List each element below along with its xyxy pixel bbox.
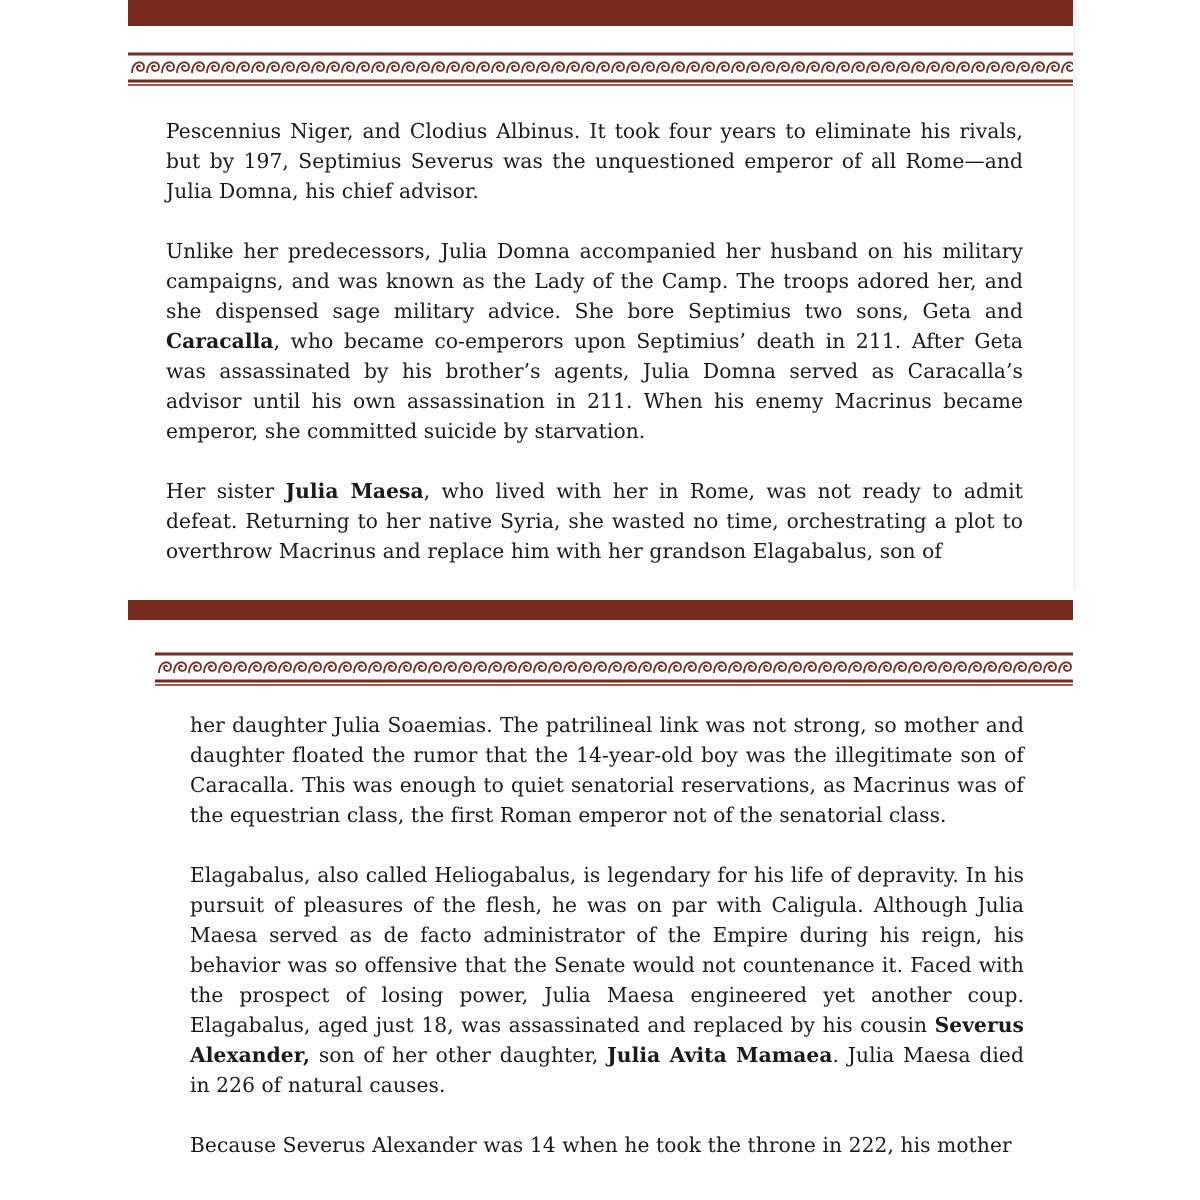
scroll-motif — [132, 62, 144, 73]
scroll-motif — [504, 662, 516, 673]
scroll-motif — [522, 62, 534, 73]
scroll-motif — [654, 662, 666, 673]
scroll-motif — [1059, 662, 1071, 673]
scroll-motif — [582, 62, 594, 73]
scroll-motif — [774, 662, 786, 673]
scroll-motif — [624, 662, 636, 673]
scroll-motif — [552, 62, 564, 73]
scroll-motif — [147, 62, 159, 73]
top-page — [128, 0, 1073, 595]
scroll-motif — [882, 62, 894, 73]
paragraph — [190, 1130, 1024, 1160]
scroll-motif — [477, 62, 489, 73]
scroll-motif — [462, 62, 474, 73]
scroll-motif — [639, 662, 651, 673]
scroll-motif — [324, 662, 336, 673]
greek-key-border — [155, 652, 1073, 686]
scroll-motif — [699, 662, 711, 673]
scroll-motif — [159, 662, 171, 673]
scroll-motif — [549, 662, 561, 673]
scroll-motif — [864, 662, 876, 673]
text-run: her daughter Julia Soaemias. The patrilineal link was not strong, so mother and daughter floated the rumor that the 14-year-old boy was the illegitimate son of Caracalla. This was enough to quiet senatorial reservations, as Macrinus was of the equestrian class, the first Roman emperor not of the senatorial class. — [190, 713, 1024, 827]
text-run: Pescennius Niger, and Clodius Albinus. It took four years to eliminate his rivals, but by 197, Septimius Severus was the unquestioned emperor of all Rome—and Julia Domna, his chief advisor. — [166, 119, 1023, 203]
scroll-motif — [489, 662, 501, 673]
bold-name: Caracalla — [166, 329, 274, 353]
scroll-motif — [447, 62, 459, 73]
scroll-motif — [747, 62, 759, 73]
scroll-motif — [387, 62, 399, 73]
scroll-motif — [849, 662, 861, 673]
scroll-motif — [942, 62, 954, 73]
paragraph — [190, 860, 1024, 1100]
scroll-motif — [684, 662, 696, 673]
scroll-motif — [357, 62, 369, 73]
scroll-motif — [372, 62, 384, 73]
bold-name: Julia Avita Mamaea — [607, 1043, 833, 1067]
scroll-motif — [384, 662, 396, 673]
scroll-motif — [312, 62, 324, 73]
scroll-motif — [609, 662, 621, 673]
scroll-motif — [984, 662, 996, 673]
scroll-motif — [597, 62, 609, 73]
scroll-motif — [777, 62, 789, 73]
text-run: Elagabalus, also called Heliogabalus, is legendary for his life of depravity. In his pursuit of pleasures of the flesh, he was on par with Caligula. Although Julia Maesa served as de facto administrator of the Empire during his reign, his behavior was so offensive that the Senate would not countenance it. Faced with the prospect of losing power, Julia Maesa engineered yet another coup. Elagabalus, aged just 18, was assassinated and replaced by his cousin — [190, 863, 1024, 1037]
scroll-motif — [1029, 662, 1041, 673]
scroll-motif — [282, 62, 294, 73]
scroll-motif — [969, 662, 981, 673]
scroll-motif — [219, 662, 231, 673]
scroll-motif — [294, 662, 306, 673]
scroll-motif — [1002, 62, 1014, 73]
scroll-motif — [237, 62, 249, 73]
scroll-motif — [222, 62, 234, 73]
scroll-motif — [204, 662, 216, 673]
scroll-motif — [879, 662, 891, 673]
scroll-motif — [174, 662, 186, 673]
scroll-motif — [327, 62, 339, 73]
paragraph — [166, 236, 1023, 446]
scroll-motif — [1014, 662, 1026, 673]
scroll-motif — [999, 662, 1011, 673]
scroll-motif — [912, 62, 924, 73]
scroll-motif — [564, 662, 576, 673]
scroll-motif — [309, 662, 321, 673]
scroll-motif — [432, 62, 444, 73]
scroll-motif — [954, 662, 966, 673]
body-text — [166, 116, 1023, 566]
scroll-motif — [267, 62, 279, 73]
scroll-motif — [759, 662, 771, 673]
scroll-motif — [939, 662, 951, 673]
scroll-motif — [474, 662, 486, 673]
scroll-motif — [594, 662, 606, 673]
scroll-motif — [519, 662, 531, 673]
scroll-motif — [792, 62, 804, 73]
scroll-motif — [834, 662, 846, 673]
scroll-motif — [279, 662, 291, 673]
scroll-motif — [669, 662, 681, 673]
scroll-motif — [894, 662, 906, 673]
scroll-motif — [192, 62, 204, 73]
scroll-motif — [537, 62, 549, 73]
scroll-motif — [444, 662, 456, 673]
scroll-motif — [492, 62, 504, 73]
scroll-motif — [177, 62, 189, 73]
scroll-motif — [702, 62, 714, 73]
scroll-border-pattern — [155, 652, 1073, 686]
bold-name: Julia Maesa — [285, 479, 424, 503]
scroll-motif — [252, 62, 264, 73]
text-run: Her sister — [166, 479, 286, 503]
text-run: son of her other daughter, — [310, 1043, 608, 1067]
scroll-motif — [234, 662, 246, 673]
scroll-motif — [717, 62, 729, 73]
body-text — [190, 710, 1024, 1160]
scroll-motif — [567, 62, 579, 73]
scroll-motif — [657, 62, 669, 73]
bold-name: Severus Alexander, — [190, 1013, 1024, 1067]
text-run: , who became co-emperors upon Septimius’ death in 211. After Geta was assassinated by his brother’s agents, Julia Domna served as Caracalla’s advisor until his own assassination in 211. When his enemy Macrinus became emperor, she committed suicide by starvation. — [166, 329, 1023, 443]
scroll-motif — [837, 62, 849, 73]
paragraph — [166, 476, 1023, 566]
scroll-motif — [207, 62, 219, 73]
paragraph — [190, 710, 1024, 830]
scroll-motif — [249, 662, 261, 673]
scroll-motif — [1062, 62, 1073, 73]
scroll-motif — [924, 662, 936, 673]
scroll-motif — [354, 662, 366, 673]
scroll-motif — [507, 62, 519, 73]
text-run: Unlike her predecessors, Julia Domna accompanied her husband on his military campaigns, and was known as the Lady of the Camp. The troops adored her, and she dispensed sage military advice. She bore Septimius two sons, Geta and — [166, 239, 1023, 323]
scroll-motif — [339, 662, 351, 673]
scroll-motif — [459, 662, 471, 673]
bottom-page — [155, 600, 1073, 1200]
scroll-motif — [867, 62, 879, 73]
scroll-motif — [729, 662, 741, 673]
scroll-motif — [822, 62, 834, 73]
scroll-motif — [687, 62, 699, 73]
scroll-motif — [819, 662, 831, 673]
scroll-motif — [414, 662, 426, 673]
scroll-motif — [804, 662, 816, 673]
scroll-motif — [189, 662, 201, 673]
scroll-motif — [897, 62, 909, 73]
scroll-motif — [852, 62, 864, 73]
text-run: , who lived with her in Rome, was not ready to admit defeat. Returning to her native Syria, she wasted no time, orchestrating a plot to overthrow Macrinus and replace him with her grandson Elagabalus, son of — [166, 479, 1024, 563]
scroll-motif — [642, 62, 654, 73]
scroll-motif — [369, 662, 381, 673]
scroll-motif — [789, 662, 801, 673]
paragraph — [166, 116, 1023, 206]
scroll-motif — [627, 62, 639, 73]
scroll-motif — [297, 62, 309, 73]
scroll-motif — [402, 62, 414, 73]
scroll-motif — [612, 62, 624, 73]
scroll-motif — [1032, 62, 1044, 73]
scroll-motif — [264, 662, 276, 673]
scroll-motif — [417, 62, 429, 73]
top-band — [128, 0, 1073, 26]
text-run: . Julia Maesa died in 226 of natural causes. — [190, 1043, 1024, 1097]
scroll-motif — [399, 662, 411, 673]
scroll-motif — [987, 62, 999, 73]
greek-key-border — [128, 52, 1073, 86]
scroll-motif — [957, 62, 969, 73]
scroll-motif — [732, 62, 744, 73]
text-run: Because Severus Alexander was 14 when he took the throne in 222, his mother — [190, 1133, 1012, 1157]
scroll-motif — [429, 662, 441, 673]
scroll-motif — [744, 662, 756, 673]
scroll-motif — [672, 62, 684, 73]
scroll-motif — [342, 62, 354, 73]
scroll-motif — [534, 662, 546, 673]
scroll-motif — [714, 662, 726, 673]
scroll-motif — [162, 62, 174, 73]
scroll-motif — [1017, 62, 1029, 73]
top-band — [155, 600, 1073, 620]
scroll-motif — [927, 62, 939, 73]
scroll-border-pattern — [128, 52, 1073, 86]
scroll-motif — [579, 662, 591, 673]
scroll-motif — [807, 62, 819, 73]
scroll-motif — [909, 662, 921, 673]
scroll-motif — [762, 62, 774, 73]
scroll-motif — [1044, 662, 1056, 673]
scroll-motif — [972, 62, 984, 73]
scroll-motif — [1047, 62, 1059, 73]
